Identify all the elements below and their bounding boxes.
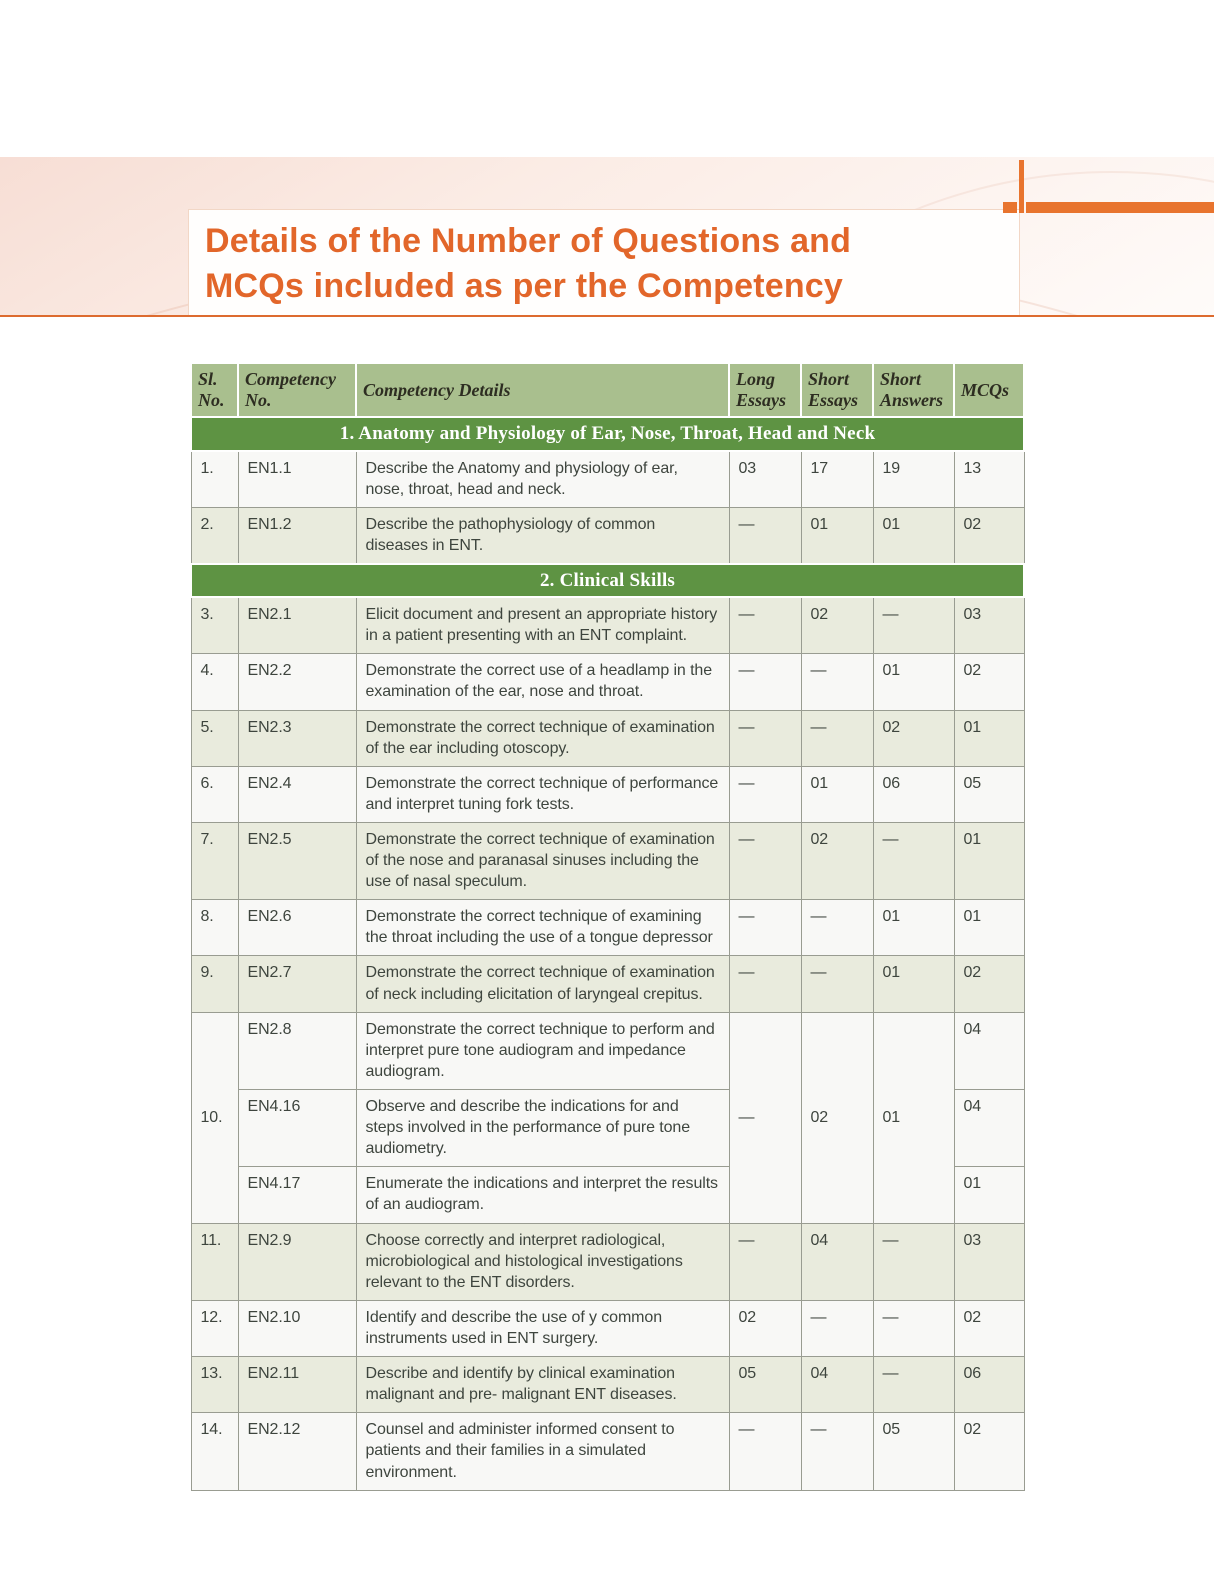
competency-table <box>190 362 1025 1491</box>
long-essays-cell: 05 <box>729 1357 801 1413</box>
long-essays-cell: — <box>729 956 801 1012</box>
short-answers-cell: 01 <box>873 956 954 1012</box>
details-cell: Demonstrate the correct technique of examining the throat including the use of a tongue depressor <box>356 900 729 956</box>
short-answers-cell: 02 <box>873 710 954 766</box>
short-essays-cell: 02 <box>801 597 873 654</box>
long-essays-cell: — <box>729 597 801 654</box>
short-essays-cell: 01 <box>801 507 873 564</box>
long-essays-cell: — <box>729 766 801 822</box>
mcqs-cell: 02 <box>954 654 1024 710</box>
long-essays-cell: — <box>729 822 801 899</box>
mcqs-cell: 02 <box>954 1413 1024 1490</box>
table-header <box>191 363 1024 417</box>
table-row <box>191 900 1024 956</box>
orange-vertical-accent <box>1019 160 1024 213</box>
table-row <box>191 451 1024 508</box>
short-essays-cell: — <box>801 900 873 956</box>
long-essays-cell: — <box>729 1413 801 1490</box>
short-answers-cell: — <box>873 822 954 899</box>
sl-cell: 8. <box>191 900 238 956</box>
sl-cell: 2. <box>191 507 238 564</box>
sl-cell: 7. <box>191 822 238 899</box>
long-essays-cell: — <box>729 900 801 956</box>
section-header-row <box>191 417 1024 450</box>
competency-cell: EN2.11 <box>238 1357 356 1413</box>
orange-bar-segment-right <box>1026 202 1214 213</box>
table-row <box>191 710 1024 766</box>
column-header-short-essays: Short Essays <box>801 363 873 417</box>
sl-cell: 13. <box>191 1357 238 1413</box>
orange-divider-line <box>0 315 1214 317</box>
chapter-banner <box>0 157 1214 315</box>
sl-cell: 10. <box>191 1012 238 1223</box>
short-answers-cell: — <box>873 1357 954 1413</box>
section-header-row <box>191 564 1024 597</box>
table-header-row <box>191 363 1024 417</box>
mcqs-cell: 02 <box>954 956 1024 1012</box>
short-answers-cell: 05 <box>873 1413 954 1490</box>
mcqs-cell: 05 <box>954 766 1024 822</box>
short-essays-cell: — <box>801 710 873 766</box>
short-essays-cell: 04 <box>801 1357 873 1413</box>
column-header-sl-no: Sl. No. <box>191 363 238 417</box>
details-cell: Describe the Anatomy and physiology of ear, nose, throat, head and neck. <box>356 451 729 508</box>
sl-cell: 5. <box>191 710 238 766</box>
table-row <box>191 1012 1024 1089</box>
competency-cell: EN2.12 <box>238 1413 356 1490</box>
short-essays-cell: 17 <box>801 451 873 508</box>
table-row <box>191 956 1024 1012</box>
table-row <box>191 1300 1024 1356</box>
mcqs-cell: 01 <box>954 822 1024 899</box>
long-essays-cell: — <box>729 1223 801 1300</box>
short-essays-cell: — <box>801 1300 873 1356</box>
competency-cell: EN2.9 <box>238 1223 356 1300</box>
sl-cell: 12. <box>191 1300 238 1356</box>
short-essays-cell: 02 <box>801 1012 873 1223</box>
mcqs-cell: 03 <box>954 597 1024 654</box>
orange-bar-segment-left <box>1003 202 1017 213</box>
competency-cell: EN2.8 <box>238 1012 356 1089</box>
short-answers-cell: 06 <box>873 766 954 822</box>
mcqs-cell: 06 <box>954 1357 1024 1413</box>
sl-cell: 1. <box>191 451 238 508</box>
long-essays-cell: — <box>729 654 801 710</box>
long-essays-cell: — <box>729 1012 801 1223</box>
long-essays-cell: 02 <box>729 1300 801 1356</box>
table-row <box>191 1223 1024 1300</box>
competency-cell: EN2.5 <box>238 822 356 899</box>
table-row <box>191 766 1024 822</box>
column-header-mcqs: MCQs <box>954 363 1024 417</box>
short-essays-cell: 04 <box>801 1223 873 1300</box>
long-essays-cell: — <box>729 710 801 766</box>
sl-cell: 11. <box>191 1223 238 1300</box>
sl-cell: 4. <box>191 654 238 710</box>
mcqs-cell: 13 <box>954 451 1024 508</box>
details-cell: Observe and describe the indications for and steps involved in the performance of pure tone audiometry. <box>356 1090 729 1167</box>
table-row <box>191 1357 1024 1413</box>
mcqs-cell: 02 <box>954 507 1024 564</box>
column-header-long-essays: Long Essays <box>729 363 801 417</box>
details-cell: Demonstrate the correct use of a headlamp in the examination of the ear, nose and throat. <box>356 654 729 710</box>
mcqs-cell: 04 <box>954 1012 1024 1089</box>
short-essays-cell: — <box>801 956 873 1012</box>
short-essays-cell: — <box>801 654 873 710</box>
details-cell: Identify and describe the use of y common instruments used in ENT surgery. <box>356 1300 729 1356</box>
competency-cell: EN2.10 <box>238 1300 356 1356</box>
details-cell: Demonstrate the correct technique of performance and interpret tuning fork tests. <box>356 766 729 822</box>
details-cell: Describe the pathophysiology of common diseases in ENT. <box>356 507 729 564</box>
mcqs-cell: 04 <box>954 1090 1024 1167</box>
sl-cell: 3. <box>191 597 238 654</box>
sl-cell: 6. <box>191 766 238 822</box>
details-cell: Elicit document and present an appropriate history in a patient presenting with an ENT complaint. <box>356 597 729 654</box>
details-cell: Enumerate the indications and interpret the results of an audiogram. <box>356 1167 729 1223</box>
details-cell: Describe and identify by clinical examination malignant and pre- malignant ENT diseases. <box>356 1357 729 1413</box>
sl-cell: 14. <box>191 1413 238 1490</box>
competency-cell: EN2.1 <box>238 597 356 654</box>
column-header-short-answers: Short Answers <box>873 363 954 417</box>
competency-cell: EN2.7 <box>238 956 356 1012</box>
short-answers-cell: 01 <box>873 1012 954 1223</box>
short-answers-cell: — <box>873 597 954 654</box>
details-cell: Demonstrate the correct technique of examination of the ear including otoscopy. <box>356 710 729 766</box>
short-answers-cell: 01 <box>873 900 954 956</box>
competency-cell: EN1.1 <box>238 451 356 508</box>
table-row <box>191 597 1024 654</box>
competency-cell: EN2.4 <box>238 766 356 822</box>
column-header-competency-no: Competency No. <box>238 363 356 417</box>
short-essays-cell: — <box>801 1413 873 1490</box>
short-essays-cell: 01 <box>801 766 873 822</box>
competency-cell: EN2.3 <box>238 710 356 766</box>
mcqs-cell: 03 <box>954 1223 1024 1300</box>
competency-cell: EN4.17 <box>238 1167 356 1223</box>
sl-cell: 9. <box>191 956 238 1012</box>
competency-cell: EN1.2 <box>238 507 356 564</box>
mcqs-cell: 01 <box>954 1167 1024 1223</box>
short-answers-cell: 01 <box>873 507 954 564</box>
table-row <box>191 507 1024 564</box>
details-cell: Demonstrate the correct technique of examination of neck including elicitation of laryngeal crepitus. <box>356 956 729 1012</box>
mcqs-cell: 01 <box>954 710 1024 766</box>
details-cell: Demonstrate the correct technique of examination of the nose and paranasal sinuses including the use of nasal speculum. <box>356 822 729 899</box>
section-title: 1. Anatomy and Physiology of Ear, Nose, Throat, Head and Neck <box>191 417 1024 450</box>
short-essays-cell: 02 <box>801 822 873 899</box>
page-title-line2: MCQs included as per the Competency <box>205 267 844 305</box>
short-answers-cell: 01 <box>873 654 954 710</box>
mcqs-cell: 01 <box>954 900 1024 956</box>
short-answers-cell: 19 <box>873 451 954 508</box>
long-essays-cell: 03 <box>729 451 801 508</box>
competency-cell: EN2.2 <box>238 654 356 710</box>
column-header-competency-details: Competency Details <box>356 363 729 417</box>
section-title: 2. Clinical Skills <box>191 564 1024 597</box>
page-title-line1: Details of the Number of Questions and <box>205 222 852 260</box>
table-row <box>191 654 1024 710</box>
short-answers-cell: — <box>873 1300 954 1356</box>
short-answers-cell: — <box>873 1223 954 1300</box>
details-cell: Choose correctly and interpret radiological, microbiological and histological investigations relevant to the ENT disorders. <box>356 1223 729 1300</box>
table-row <box>191 822 1024 899</box>
table-row <box>191 1413 1024 1490</box>
chapter-title-box <box>188 209 1020 315</box>
details-cell: Demonstrate the correct technique to perform and interpret pure tone audiogram and impedance audiogram. <box>356 1012 729 1089</box>
competency-cell: EN4.16 <box>238 1090 356 1167</box>
details-cell: Counsel and administer informed consent to patients and their families in a simulated environment. <box>356 1413 729 1490</box>
mcqs-cell: 02 <box>954 1300 1024 1356</box>
long-essays-cell: — <box>729 507 801 564</box>
competency-cell: EN2.6 <box>238 900 356 956</box>
